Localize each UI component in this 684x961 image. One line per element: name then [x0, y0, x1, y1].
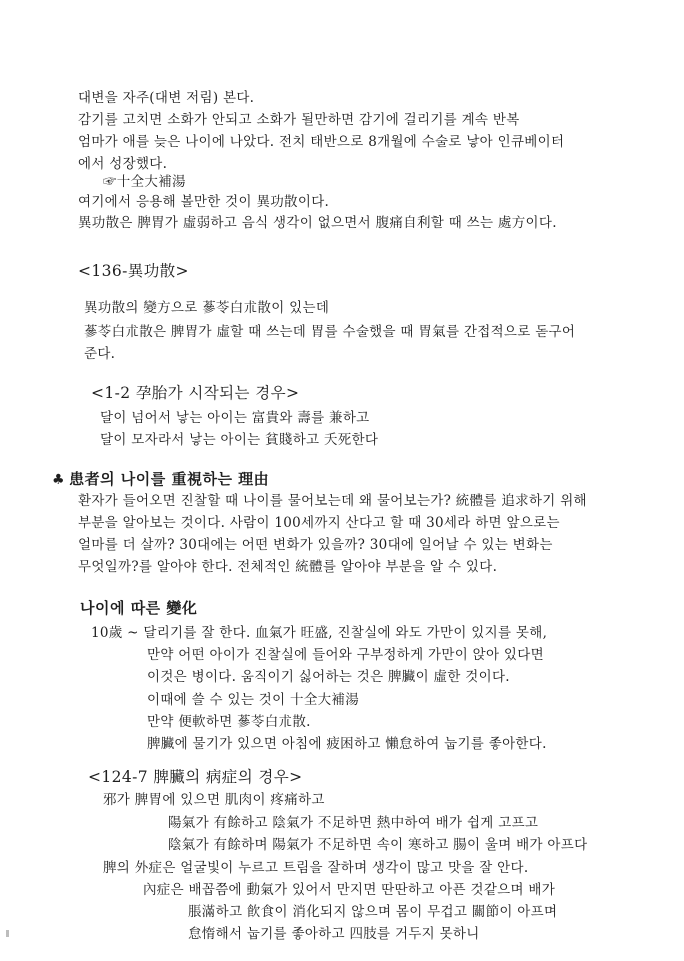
section-heading: <124-7 脾臟의 病症의 경우>	[88, 768, 303, 786]
body-line: 대변을 자주(대변 저림) 본다.	[78, 90, 255, 106]
body-line: 脹滿하고 飮食이 消化되지 않으며 몸이 무겁고 關節이 아프며	[188, 904, 558, 920]
body-line: 異功散의 變方으로 蔘苓白朮散이 있는데	[84, 300, 330, 316]
body-line: 邪가 脾胃에 있으면 肌肉이 疼痛하고	[103, 792, 325, 808]
body-line: 부분을 알아보는 것이다. 사람이 100세까지 산다고 할 때 30세라 하면 앞으로는	[78, 515, 560, 531]
section-heading: <1-2 孕胎가 시작되는 경우>	[91, 384, 300, 402]
prescription-line: ☞十全大補湯	[103, 174, 186, 190]
body-line: 준다.	[84, 346, 116, 362]
body-line: 怠惰해서 눕기를 좋아하고 四肢를 거두지 못하니	[188, 926, 480, 942]
scan-edge-mark	[6, 930, 9, 937]
body-line: 蔘苓白朮散은 脾胃가 虛할 때 쓰는데 胃를 수술했을 때 胃氣를 간접적으로 돋구어	[84, 324, 576, 340]
section-heading: <136-異功散>	[78, 262, 189, 280]
body-line: 脾의 外症은 얼굴빛이 누르고 트림을 잘하며 생각이 많고 맛을 잘 안다.	[103, 860, 529, 876]
body-line: 陰氣가 有餘하며 陽氣가 不足하면 속이 寒하고 腸이 울며 배가 아프다	[168, 837, 588, 853]
body-line: 얼마를 더 살까? 30대에는 어떤 변화가 있을까? 30대에 일어날 수 있는 변화는	[78, 537, 553, 553]
body-line: 異功散은 脾胃가 虛弱하고 음식 생각이 없으면서 腹痛自利할 때 쓰는 處方이다.	[78, 215, 557, 231]
body-line: 엄마가 애를 늦은 나이에 나았다. 전치 태반으로 8개월에 수술로 낳아 인큐베이터	[78, 134, 565, 150]
body-line: 환자가 들어오면 진찰할 때 나이를 물어보는데 왜 물어보는가? 統體를 追求하기 위해	[78, 493, 587, 509]
body-line: 脾臟에 물기가 있으면 아침에 疲困하고 懶怠하여 눕기를 좋아한다.	[147, 736, 547, 752]
body-line: 달이 모자라서 낳는 아이는 貧賤하고 夭死한다	[100, 432, 379, 448]
body-line: 이것은 병이다. 움직이기 싫어하는 것은 脾臟이 虛한 것이다.	[147, 669, 510, 685]
body-line: 여기에서 응용해 볼만한 것이 異功散이다.	[78, 194, 330, 210]
body-line: 만약 어떤 아이가 진찰실에 들어와 구부정하게 가만이 앉아 있다면	[147, 647, 544, 663]
body-line: 內症은 배꼽쯤에 動氣가 있어서 만지면 딴딴하고 아픈 것같으며 배가	[143, 882, 556, 898]
body-line: 이때에 쓸 수 있는 것이 十全大補湯	[147, 692, 360, 708]
section-heading: 나이에 따른 變化	[80, 599, 198, 617]
body-line: 무엇일까?를 알아야 한다. 전체적인 統體를 알아야 부분을 알 수 있다.	[78, 559, 498, 575]
body-line: 감기를 고치면 소화가 안되고 소화가 될만하면 감기에 걸리기를 계속 반복	[78, 112, 520, 128]
club-icon: ♣	[52, 472, 66, 488]
body-line: 에서 성장했다.	[78, 156, 168, 172]
body-line: 만약 便軟하면 蔘苓白朮散.	[147, 714, 311, 730]
body-line: 달이 넘어서 낳는 아이는 富貴와 壽를 兼하고	[100, 410, 370, 426]
body-line: 陽氣가 有餘하고 陰氣가 不足하면 熱中하여 배가 쉽게 고프고	[168, 815, 539, 831]
section-heading	[52, 470, 269, 489]
body-line: 10歲 ~ 달리기를 잘 한다. 血氣가 旺盛, 진찰실에 와도 가만이 있지를 못해,	[91, 625, 548, 641]
section-heading-text: 患者의 나이를 重視하는 理由	[69, 470, 270, 488]
